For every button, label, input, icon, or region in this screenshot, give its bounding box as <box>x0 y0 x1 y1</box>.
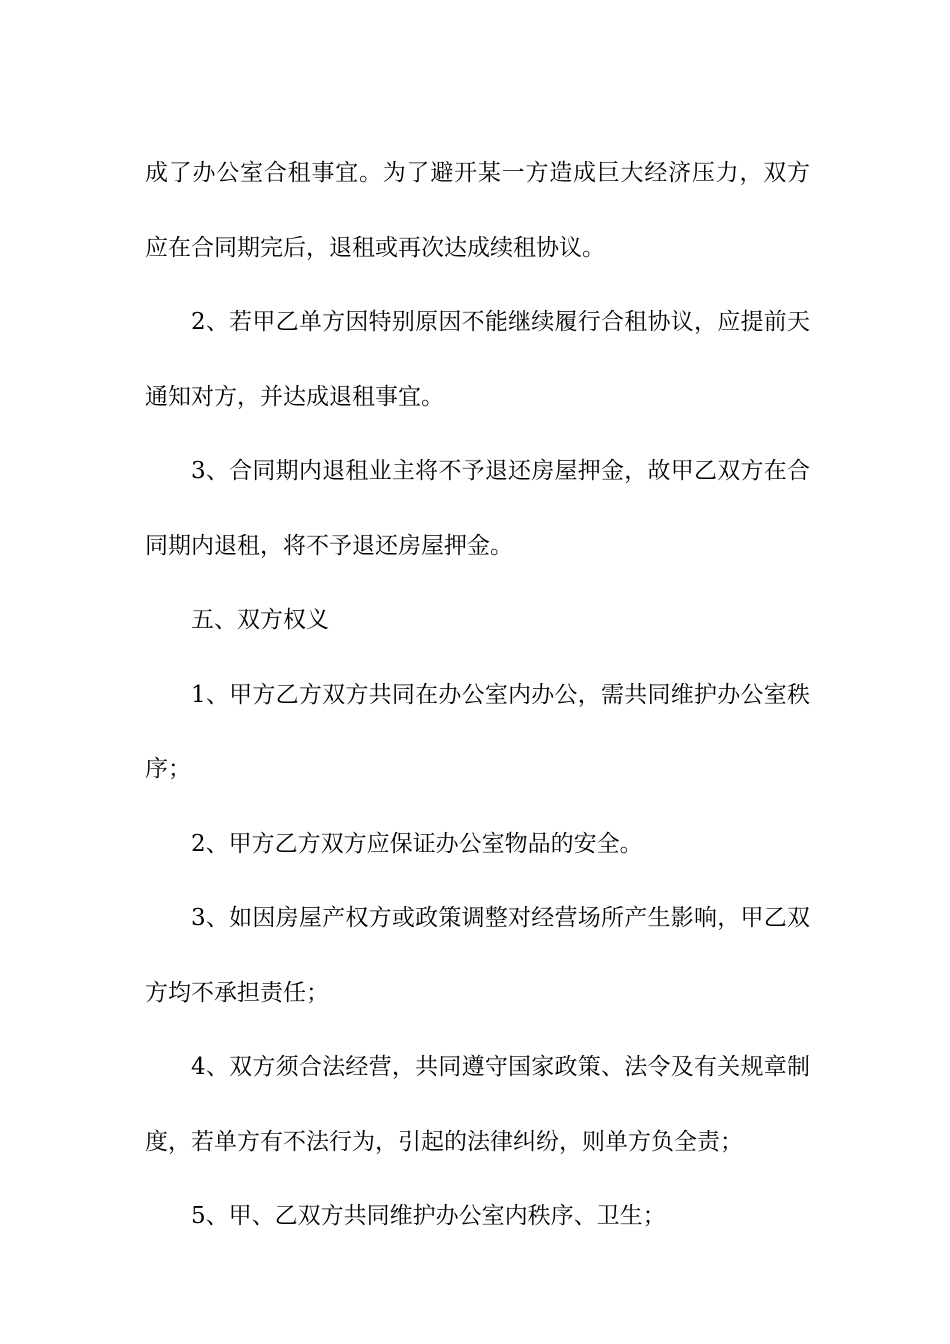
document-body <box>145 136 810 1254</box>
section-heading-rights: 五、双方权义 <box>191 607 329 633</box>
paragraph-clause-5-2: 2、甲方乙方双方应保证办公室物品的安全。 <box>191 830 643 857</box>
paragraph-clause-4-3: 3、合同期内退租业主将不予退还房屋押金，故甲乙双方在合同期内退租，将不予退还房屋押金。 <box>145 458 810 559</box>
paragraph-clause-5-4: 4、双方须合法经营，共同遵守国家政策、法令及有关规章制度，若单方有不法行为，引起的法律纠纷，则单方负全责； <box>145 1054 810 1155</box>
paragraph-clause-4-2: 2、若甲乙单方因特别原因不能继续履行合租协议，应提前天通知对方，并达成退租事宜。 <box>145 309 810 410</box>
paragraph-clause-5-1: 1、甲方乙方双方共同在办公室内办公，需共同维护办公室秩序； <box>145 681 810 782</box>
paragraph-clause-5-3: 3、如因房屋产权方或政策调整对经营场所产生影响，甲乙双方均不承担责任； <box>145 905 810 1006</box>
paragraph-continuation: 成了办公室合租事宜。为了避开某一方造成巨大经济压力，双方应在合同期完后，退租或再次达成续租协议。 <box>145 160 810 261</box>
paragraph-clause-5-5: 5、甲、乙双方共同维护办公室内秩序、卫生； <box>191 1203 666 1229</box>
